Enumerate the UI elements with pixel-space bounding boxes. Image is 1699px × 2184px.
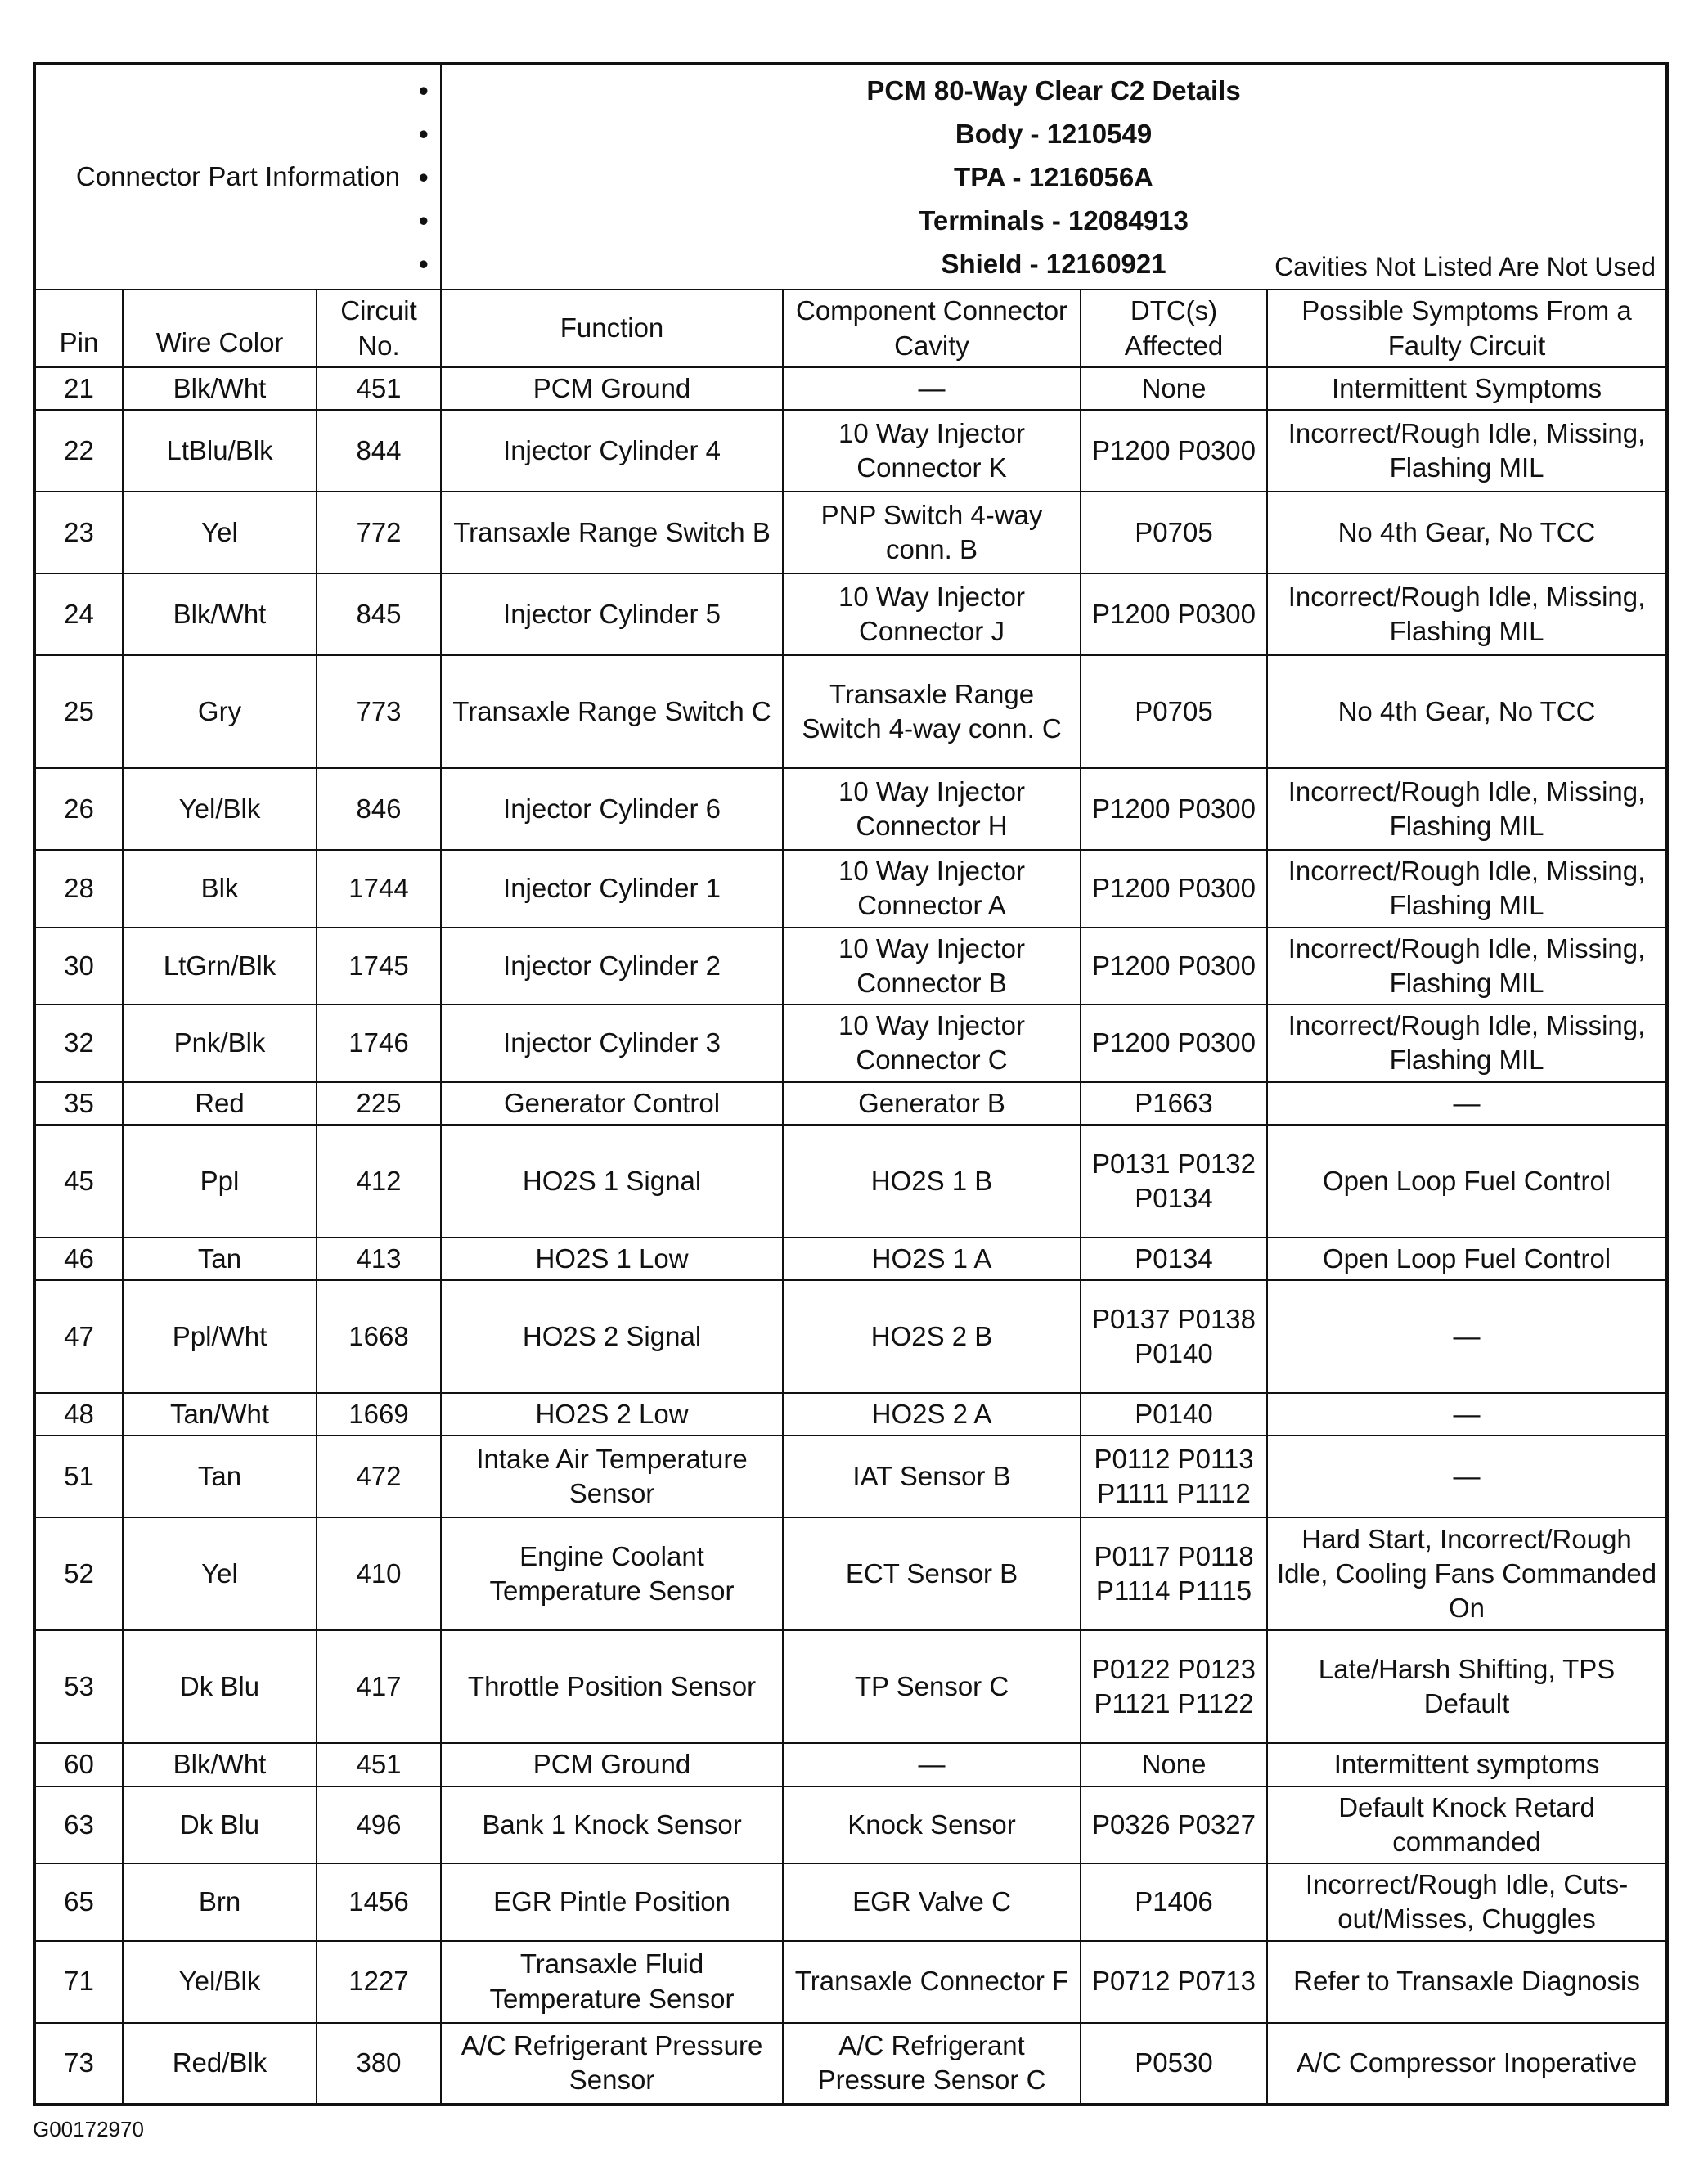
wire-color-cell: Tan <box>123 1436 317 1517</box>
header-pin: Pin <box>34 290 123 367</box>
wire-color-cell: Pnk/Blk <box>123 1004 317 1081</box>
dtc-cell: P1200 P0300 <box>1081 768 1267 850</box>
circuit-cell: 417 <box>317 1630 441 1743</box>
circuit-cell: 1669 <box>317 1393 441 1436</box>
pin-cell: 21 <box>34 367 123 410</box>
connector-detail-item: • Body - 1210549 <box>447 112 1661 155</box>
dtc-cell: P0131 P0132 P0134 <box>1081 1125 1267 1238</box>
cavity-cell: 10 Way Injector Connector B <box>783 928 1081 1004</box>
pin-cell: 73 <box>34 2023 123 2105</box>
wire-color-cell: Ppl/Wht <box>123 1280 317 1393</box>
cavity-cell: HO2S 1 B <box>783 1125 1081 1238</box>
header-symptoms: Possible Symptoms From a Faulty Circuit <box>1267 290 1667 367</box>
function-cell: PCM Ground <box>441 367 783 410</box>
symptoms-cell: Incorrect/Rough Idle, Missing, Flashing MIL <box>1267 928 1667 1004</box>
cavity-cell: PNP Switch 4-way conn. B <box>783 492 1081 573</box>
table-row <box>34 928 1667 1004</box>
table-row <box>34 1393 1667 1436</box>
symptoms-cell: — <box>1267 1436 1667 1517</box>
cavity-cell: 10 Way Injector Connector C <box>783 1004 1081 1081</box>
symptoms-cell: Incorrect/Rough Idle, Missing, Flashing MIL <box>1267 573 1667 655</box>
table-row <box>34 1082 1667 1125</box>
wire-color-cell: Yel/Blk <box>123 1941 317 2023</box>
table-row <box>34 2023 1667 2105</box>
table-row <box>34 410 1667 492</box>
circuit-cell: 1744 <box>317 850 441 927</box>
pin-cell: 22 <box>34 410 123 492</box>
circuit-cell: 412 <box>317 1125 441 1238</box>
function-cell: Injector Cylinder 6 <box>441 768 783 850</box>
dtc-cell: P1200 P0300 <box>1081 850 1267 927</box>
cavity-cell: 10 Way Injector Connector J <box>783 573 1081 655</box>
circuit-cell: 1745 <box>317 928 441 1004</box>
function-cell: Transaxle Range Switch B <box>441 492 783 573</box>
circuit-cell: 846 <box>317 768 441 850</box>
cavity-cell: HO2S 2 A <box>783 1393 1081 1436</box>
dtc-cell: P1200 P0300 <box>1081 1004 1267 1081</box>
circuit-cell: 496 <box>317 1786 441 1863</box>
table-row <box>34 367 1667 410</box>
pin-cell: 35 <box>34 1082 123 1125</box>
dtc-cell: P0112 P0113 P1111 P1112 <box>1081 1436 1267 1517</box>
table-row <box>34 1786 1667 1863</box>
circuit-cell: 410 <box>317 1517 441 1630</box>
cavity-cell: 10 Way Injector Connector A <box>783 850 1081 927</box>
table-row <box>34 1743 1667 1786</box>
wire-color-cell: Blk <box>123 850 317 927</box>
function-cell: Transaxle Fluid Temperature Sensor <box>441 1941 783 2023</box>
function-cell: Bank 1 Knock Sensor <box>441 1786 783 1863</box>
dtc-cell: P0122 P0123 P1121 P1122 <box>1081 1630 1267 1743</box>
connector-detail-item: • TPA - 1216056A <box>447 155 1661 199</box>
pin-cell: 32 <box>34 1004 123 1081</box>
circuit-cell: 1668 <box>317 1280 441 1393</box>
connector-info-row <box>34 64 1667 290</box>
cavity-cell: Transaxle Range Switch 4-way conn. C <box>783 655 1081 768</box>
pin-cell: 71 <box>34 1941 123 2023</box>
pin-cell: 51 <box>34 1436 123 1517</box>
cavity-cell: Transaxle Connector F <box>783 1941 1081 2023</box>
dtc-cell: P1406 <box>1081 1863 1267 1940</box>
symptoms-cell: Refer to Transaxle Diagnosis <box>1267 1941 1667 2023</box>
symptoms-cell: Incorrect/Rough Idle, Missing, Flashing MIL <box>1267 768 1667 850</box>
symptoms-cell: — <box>1267 1393 1667 1436</box>
circuit-cell: 1227 <box>317 1941 441 2023</box>
symptoms-cell: Hard Start, Incorrect/Rough Idle, Cooling Fans Commanded On <box>1267 1517 1667 1630</box>
connector-details-cell <box>441 64 1667 290</box>
wire-color-cell: Dk Blu <box>123 1786 317 1863</box>
connector-table <box>33 62 1669 2106</box>
wire-color-cell: Gry <box>123 655 317 768</box>
connector-table-sheet <box>33 62 1665 2106</box>
connector-part-info-title: Connector Part Information <box>34 64 441 290</box>
wire-color-cell: Dk Blu <box>123 1630 317 1743</box>
cavity-cell: HO2S 1 A <box>783 1238 1081 1280</box>
wire-color-cell: LtBlu/Blk <box>123 410 317 492</box>
symptoms-cell: Intermittent symptoms <box>1267 1743 1667 1786</box>
symptoms-cell: Default Knock Retard commanded <box>1267 1786 1667 1863</box>
wire-color-cell: Red/Blk <box>123 2023 317 2105</box>
wire-color-cell: Yel <box>123 1517 317 1630</box>
cavity-cell: — <box>783 367 1081 410</box>
table-row <box>34 492 1667 573</box>
wire-color-cell: Ppl <box>123 1125 317 1238</box>
table-row <box>34 1630 1667 1743</box>
function-cell: EGR Pintle Position <box>441 1863 783 1940</box>
cavity-cell: Generator B <box>783 1082 1081 1125</box>
circuit-cell: 451 <box>317 367 441 410</box>
table-row <box>34 655 1667 768</box>
dtc-cell: P0712 P0713 <box>1081 1941 1267 2023</box>
dtc-cell: P1200 P0300 <box>1081 573 1267 655</box>
circuit-cell: 413 <box>317 1238 441 1280</box>
cavity-cell: IAT Sensor B <box>783 1436 1081 1517</box>
function-cell: HO2S 2 Signal <box>441 1280 783 1393</box>
wire-color-cell: Tan/Wht <box>123 1393 317 1436</box>
connector-detail-item: • Terminals - 12084913 <box>447 199 1661 242</box>
dtc-cell: P0530 <box>1081 2023 1267 2105</box>
dtc-cell: P1200 P0300 <box>1081 928 1267 1004</box>
wire-color-cell: Tan <box>123 1238 317 1280</box>
wire-color-cell: Red <box>123 1082 317 1125</box>
dtc-cell: P0134 <box>1081 1238 1267 1280</box>
pin-cell: 26 <box>34 768 123 850</box>
circuit-cell: 451 <box>317 1743 441 1786</box>
table-row <box>34 768 1667 850</box>
symptoms-cell: — <box>1267 1280 1667 1393</box>
wire-color-cell: Blk/Wht <box>123 1743 317 1786</box>
pin-cell: 53 <box>34 1630 123 1743</box>
pin-cell: 65 <box>34 1863 123 1940</box>
header-dtc: DTC(s) Affected <box>1081 290 1267 367</box>
symptoms-cell: Incorrect/Rough Idle, Missing, Flashing MIL <box>1267 1004 1667 1081</box>
dtc-cell: None <box>1081 1743 1267 1786</box>
cavity-cell: 10 Way Injector Connector H <box>783 768 1081 850</box>
function-cell: Injector Cylinder 1 <box>441 850 783 927</box>
symptoms-cell: Incorrect/Rough Idle, Missing, Flashing MIL <box>1267 850 1667 927</box>
table-row <box>34 1941 1667 2023</box>
table-row <box>34 1004 1667 1081</box>
wire-color-cell: Yel <box>123 492 317 573</box>
function-cell: Injector Cylinder 4 <box>441 410 783 492</box>
cavity-cell: — <box>783 1743 1081 1786</box>
pin-cell: 25 <box>34 655 123 768</box>
circuit-cell: 1746 <box>317 1004 441 1081</box>
symptoms-cell: No 4th Gear, No TCC <box>1267 655 1667 768</box>
header-row <box>34 290 1667 367</box>
header-cavity: Component Connector Cavity <box>783 290 1081 367</box>
circuit-cell: 773 <box>317 655 441 768</box>
pin-cell: 24 <box>34 573 123 655</box>
wire-color-cell: LtGrn/Blk <box>123 928 317 1004</box>
dtc-cell: P0326 P0327 <box>1081 1786 1267 1863</box>
symptoms-cell: Open Loop Fuel Control <box>1267 1125 1667 1238</box>
connector-detail-item: • PCM 80-Way Clear C2 Details <box>447 69 1661 112</box>
symptoms-cell: — <box>1267 1082 1667 1125</box>
cavity-cell: 10 Way Injector Connector K <box>783 410 1081 492</box>
circuit-cell: 772 <box>317 492 441 573</box>
pin-cell: 46 <box>34 1238 123 1280</box>
table-row <box>34 1863 1667 1940</box>
symptoms-cell: Incorrect/Rough Idle, Missing, Flashing MIL <box>1267 410 1667 492</box>
dtc-cell: None <box>1081 367 1267 410</box>
cavity-cell: A/C Refrigerant Pressure Sensor C <box>783 2023 1081 2105</box>
cavity-cell: HO2S 2 B <box>783 1280 1081 1393</box>
circuit-cell: 380 <box>317 2023 441 2105</box>
dtc-cell: P1200 P0300 <box>1081 410 1267 492</box>
pin-cell: 48 <box>34 1393 123 1436</box>
function-cell: Transaxle Range Switch C <box>441 655 783 768</box>
function-cell: HO2S 1 Low <box>441 1238 783 1280</box>
dtc-cell: P0137 P0138 P0140 <box>1081 1280 1267 1393</box>
connector-detail-item: • Shield - 12160921 <box>447 242 1661 285</box>
function-cell: HO2S 1 Signal <box>441 1125 783 1238</box>
function-cell: Intake Air Temperature Sensor <box>441 1436 783 1517</box>
circuit-cell: 225 <box>317 1082 441 1125</box>
table-row <box>34 1125 1667 1238</box>
table-row <box>34 1436 1667 1517</box>
pin-cell: 30 <box>34 928 123 1004</box>
dtc-cell: P1663 <box>1081 1082 1267 1125</box>
pin-cell: 63 <box>34 1786 123 1863</box>
wire-color-cell: Blk/Wht <box>123 367 317 410</box>
symptoms-cell: Open Loop Fuel Control <box>1267 1238 1667 1280</box>
function-cell: HO2S 2 Low <box>441 1393 783 1436</box>
function-cell: Injector Cylinder 5 <box>441 573 783 655</box>
dtc-cell: P0705 <box>1081 492 1267 573</box>
table-row <box>34 1280 1667 1393</box>
pin-cell: 47 <box>34 1280 123 1393</box>
cavity-cell: EGR Valve C <box>783 1863 1081 1940</box>
table-row <box>34 573 1667 655</box>
dtc-cell: P0140 <box>1081 1393 1267 1436</box>
cavities-note: Cavities Not Listed Are Not Used <box>1274 252 1656 282</box>
circuit-cell: 472 <box>317 1436 441 1517</box>
function-cell: A/C Refrigerant Pressure Sensor <box>441 2023 783 2105</box>
function-cell: Engine Coolant Temperature Sensor <box>441 1517 783 1630</box>
pin-cell: 52 <box>34 1517 123 1630</box>
function-cell: PCM Ground <box>441 1743 783 1786</box>
dtc-cell: P0117 P0118 P1114 P1115 <box>1081 1517 1267 1630</box>
wire-color-cell: Blk/Wht <box>123 573 317 655</box>
cavity-cell: Knock Sensor <box>783 1786 1081 1863</box>
function-cell: Throttle Position Sensor <box>441 1630 783 1743</box>
symptoms-cell: Late/Harsh Shifting, TPS Default <box>1267 1630 1667 1743</box>
pin-rows <box>34 367 1667 2105</box>
wire-color-cell: Yel/Blk <box>123 768 317 850</box>
table-row <box>34 1238 1667 1280</box>
header-circuit: Circuit No. <box>317 290 441 367</box>
pin-cell: 28 <box>34 850 123 927</box>
dtc-cell: P0705 <box>1081 655 1267 768</box>
pin-cell: 23 <box>34 492 123 573</box>
symptoms-cell: Incorrect/Rough Idle, Cuts-out/Misses, Chuggles <box>1267 1863 1667 1940</box>
pin-cell: 45 <box>34 1125 123 1238</box>
circuit-cell: 1456 <box>317 1863 441 1940</box>
function-cell: Injector Cylinder 3 <box>441 1004 783 1081</box>
cavity-cell: TP Sensor C <box>783 1630 1081 1743</box>
symptoms-cell: A/C Compressor Inoperative <box>1267 2023 1667 2105</box>
cavity-cell: ECT Sensor B <box>783 1517 1081 1630</box>
figure-id: G00172970 <box>33 2117 144 2141</box>
symptoms-cell: No 4th Gear, No TCC <box>1267 492 1667 573</box>
symptoms-cell: Intermittent Symptoms <box>1267 367 1667 410</box>
wire-color-cell: Brn <box>123 1863 317 1940</box>
table-row <box>34 850 1667 927</box>
pin-cell: 60 <box>34 1743 123 1786</box>
table-row <box>34 1517 1667 1630</box>
function-cell: Injector Cylinder 2 <box>441 928 783 1004</box>
header-wire-color: Wire Color <box>123 290 317 367</box>
circuit-cell: 844 <box>317 410 441 492</box>
header-function: Function <box>441 290 783 367</box>
function-cell: Generator Control <box>441 1082 783 1125</box>
circuit-cell: 845 <box>317 573 441 655</box>
